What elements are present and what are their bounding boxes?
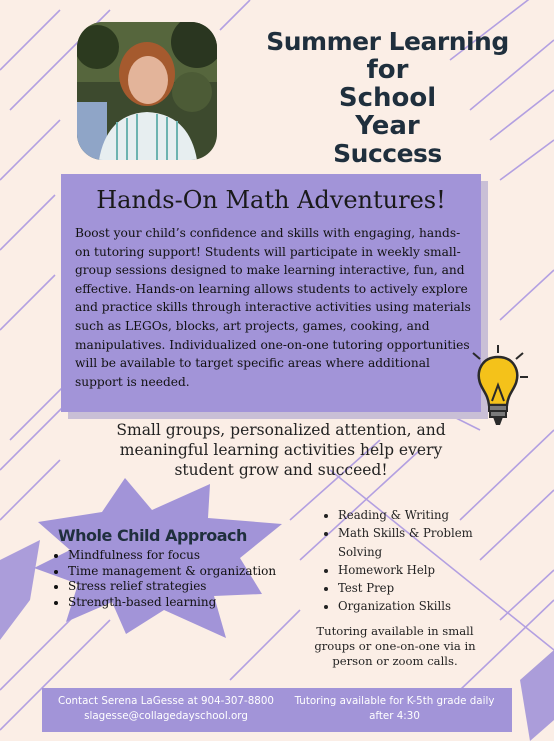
title-line-2: for — [366, 55, 409, 85]
title-line-4: Year — [355, 111, 420, 141]
list-item: • Mindfulness for focus — [68, 548, 276, 564]
list-item: • Time management & organization — [68, 564, 276, 580]
tutoring-note: Tutoring available in small groups or one-on-one via in person or zoom calls. — [314, 624, 476, 668]
availability-line-1: Tutoring available for K-5th grade daily — [294, 695, 495, 707]
whole-child-list — [52, 548, 276, 610]
title-line-1: Summer Learning — [266, 27, 509, 56]
title-line-3: School — [338, 83, 437, 113]
flyer-title — [255, 28, 520, 168]
tutor-photo — [77, 22, 217, 160]
lightbulb-icon — [468, 345, 528, 435]
availability-line-2: after 4:30 — [369, 710, 420, 722]
list-item: • Organization Skills — [338, 597, 498, 615]
list-item: • Stress relief strategies — [68, 579, 276, 595]
list-item: • Reading & Writing — [338, 506, 498, 524]
card-body: Boost your child’s confidence and skills with engaging, hands-on tutoring support! Students will participate in weekly small-group sessions designed to make learning interactive, fun, and effective. Hands-on learning allows students to actively explore and practice skills through interactive activities using materials such as LEGOs, blocks, art projects, games, cooking, and manipulatives. Individualized one-on-one tutoring opportunities will be available to target specific areas where additional support is needed. — [75, 226, 471, 389]
list-item: • Homework Help — [338, 561, 498, 579]
contact-email: slagesse@collagedayschool.org — [84, 710, 248, 722]
contact-footer — [42, 688, 512, 732]
math-adventures-card — [61, 174, 481, 412]
contact-phone: Contact Serena LaGesse at 904-307-8800 — [58, 695, 274, 707]
availability-info — [282, 694, 507, 724]
list-item: • Strength-based learning — [68, 595, 276, 611]
whole-child-heading: Whole Child Approach — [58, 526, 247, 545]
list-item: • Test Prep — [338, 579, 498, 597]
contact-info — [56, 694, 276, 724]
list-item: • Math Skills & Problem Solving — [338, 524, 498, 561]
card-heading: Hands-On Math Adventures! — [96, 186, 446, 214]
tagline: Small groups, personalized attention, and meaningful learning activities help every student grow and succeed! — [116, 421, 446, 479]
skills-list — [322, 506, 498, 616]
title-line-5: Success — [333, 139, 442, 168]
